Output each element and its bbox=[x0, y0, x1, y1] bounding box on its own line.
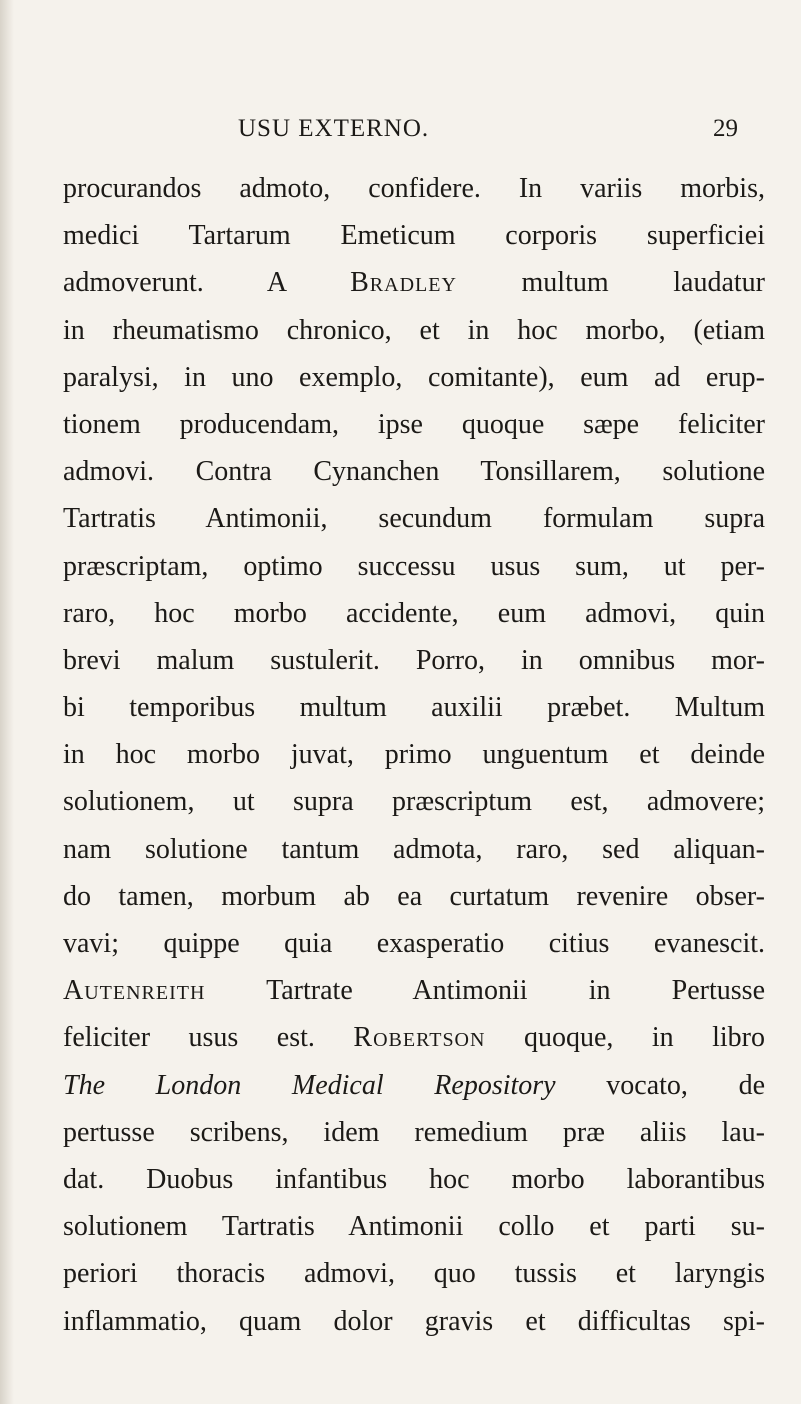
book-title: The London Medical Repository bbox=[63, 1069, 556, 1101]
body-text bbox=[63, 165, 765, 1345]
running-head bbox=[0, 114, 801, 154]
text-line bbox=[63, 212, 765, 259]
text-line bbox=[63, 778, 765, 825]
text-segment: periori thoracis admovi, quo tussis et laryngis bbox=[63, 1258, 765, 1290]
text-segment: præscriptam, optimo successu usus sum, ut per- bbox=[63, 550, 765, 582]
text-segment: tionem producendam, ipse quoque sæpe feliciter bbox=[63, 408, 765, 440]
text-segment: brevi malum sustulerit. Porro, in omnibus mor- bbox=[63, 644, 765, 676]
text-line bbox=[63, 448, 765, 495]
text-segment: feliciter usus est. bbox=[63, 1022, 354, 1054]
text-line bbox=[63, 1298, 765, 1345]
author-name: Autenreith bbox=[63, 975, 206, 1007]
author-name: Robertson bbox=[353, 1022, 486, 1054]
text-line bbox=[63, 495, 765, 542]
text-segment: procurandos admoto, confidere. In variis morbis, bbox=[63, 173, 765, 204]
text-line bbox=[63, 165, 765, 212]
text-segment: admoverunt. A bbox=[63, 267, 351, 299]
text-segment: do tamen, morbum ab ea curtatum revenire obser- bbox=[63, 880, 765, 912]
running-title: USU EXTERNO. bbox=[238, 115, 430, 142]
text-segment: solutionem Tartratis Antimonii collo et parti su- bbox=[63, 1211, 765, 1243]
text-segment: admovi. Contra Cynanchen Tonsillarem, solutione bbox=[63, 456, 765, 488]
text-line bbox=[63, 1014, 765, 1061]
text-segment: pertusse scribens, idem remedium præ aliis lau- bbox=[63, 1116, 765, 1148]
text-line bbox=[63, 731, 765, 778]
text-line bbox=[63, 401, 765, 448]
text-segment: nam solutione tantum admota, raro, sed aliquan- bbox=[63, 833, 765, 865]
text-segment: dat. Duobus infantibus hoc morbo laborantibus bbox=[63, 1163, 765, 1195]
text-line bbox=[63, 637, 765, 684]
text-segment: inflammatio, quam dolor gravis et difficultas spi- bbox=[63, 1305, 765, 1337]
text-segment: multum laudatur bbox=[456, 267, 766, 299]
text-line bbox=[63, 307, 765, 354]
text-segment: vavi; quippe quia exasperatio citius evanescit. bbox=[63, 928, 765, 959]
text-line bbox=[63, 1203, 765, 1250]
text-segment: Tartratis Antimonii, secundum formulam supra bbox=[63, 503, 765, 535]
text-line bbox=[63, 826, 765, 873]
text-line bbox=[63, 354, 765, 401]
text-segment: bi temporibus multum auxilii præbet. Multum bbox=[63, 692, 765, 724]
text-line bbox=[63, 543, 765, 590]
text-line bbox=[63, 684, 765, 731]
text-segment: quoque, in libro bbox=[485, 1022, 765, 1054]
text-segment: solutionem, ut supra præscriptum est, admovere; bbox=[63, 786, 765, 818]
text-line bbox=[63, 967, 765, 1014]
text-line bbox=[63, 590, 765, 637]
text-segment: in rheumatismo chronico, et in hoc morbo, (etiam bbox=[63, 314, 765, 346]
text-line bbox=[63, 873, 765, 920]
author-name: Bradley bbox=[350, 267, 457, 299]
page-gutter-shadow bbox=[0, 0, 14, 1404]
text-line bbox=[63, 1062, 765, 1109]
text-segment: raro, hoc morbo accidente, eum admovi, quin bbox=[63, 597, 765, 629]
text-segment: in hoc morbo juvat, primo unguentum et deinde bbox=[63, 739, 765, 771]
text-line bbox=[63, 259, 765, 306]
text-segment: vocato, de bbox=[555, 1069, 765, 1101]
text-segment: medici Tartarum Emeticum corporis superficiei bbox=[63, 220, 765, 252]
page-number: 29 bbox=[713, 115, 738, 142]
text-segment: paralysi, in uno exemplo, comitante), eum ad erup- bbox=[63, 361, 765, 393]
text-line bbox=[63, 1109, 765, 1156]
text-line bbox=[63, 920, 765, 967]
text-segment: Tartrate Antimonii in Pertusse bbox=[205, 975, 765, 1007]
text-line bbox=[63, 1250, 765, 1297]
text-line bbox=[63, 1156, 765, 1203]
